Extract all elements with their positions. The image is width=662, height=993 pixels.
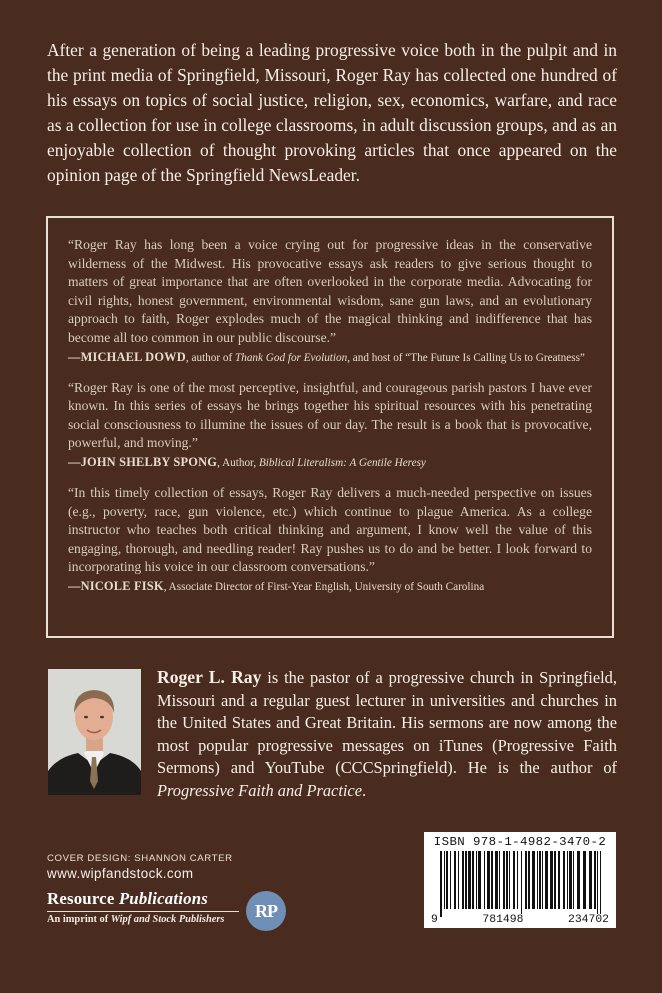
publisher-logo-icon: RP <box>246 891 286 931</box>
barcode-bar <box>506 851 508 909</box>
barcode-bar <box>528 851 530 909</box>
barcode-bar <box>583 851 586 909</box>
barcode-bar <box>558 851 560 909</box>
barcode-bar <box>495 851 498 909</box>
publisher-subtitle-part: An imprint of <box>47 914 111 925</box>
ean-digit-group: 9 <box>431 914 438 926</box>
attribution-role: , author of <box>185 351 236 364</box>
barcode-bar <box>517 851 518 909</box>
barcode-bar <box>589 851 592 909</box>
publisher-website: www.wipfandstock.com <box>47 866 194 881</box>
barcode-bar <box>503 851 505 909</box>
publisher-name-part: Resource <box>47 889 119 908</box>
barcode-bar <box>573 851 574 909</box>
barcode-bar <box>542 851 543 909</box>
cover-design-credit: COVER DESIGN: SHANNON CARTER <box>47 853 233 864</box>
bio-book-title: Progressive Faith and Practice <box>157 780 362 800</box>
barcode-bar <box>521 851 522 917</box>
bio-end: . <box>362 780 367 800</box>
endorsement-attribution <box>68 455 592 471</box>
endorsements-box <box>46 216 614 638</box>
barcode-bar <box>525 851 527 909</box>
author-bio <box>157 666 617 803</box>
barcode-bar <box>537 851 538 909</box>
barcode-bar <box>440 851 442 917</box>
ean-digits <box>430 914 610 926</box>
endorsement <box>68 379 592 471</box>
attribution-book: Thank God for Evolution <box>235 351 348 364</box>
barcode-bar <box>597 851 598 917</box>
barcode-bar <box>491 851 493 909</box>
barcode-bar <box>487 851 490 909</box>
barcode-bar <box>569 851 572 909</box>
author-photo <box>48 669 141 795</box>
barcode-bar <box>484 851 485 909</box>
endorser-name: —NICOLE FISK <box>68 578 164 593</box>
barcode-bar <box>532 851 535 909</box>
attribution-role: , Author, <box>217 456 259 469</box>
divider <box>47 911 239 912</box>
barcode-bar <box>476 851 477 909</box>
barcode-bar <box>458 851 459 909</box>
barcode-bar <box>567 851 568 909</box>
endorsement <box>68 236 592 366</box>
endorsement-text: “Roger Ray has long been a voice crying out for progressive ideas in the conservative wilderness of the Midwest. His provocative essays ask readers to give serious thought to matters of great importance that are often overlooked in the corporate media. Advocating for civil rights, honest government, environmental wisdom, sane gun laws, and an evolutionary approach to faith, Roger explodes much of the magical thinking and indifference that has become all too common in our public discourse.” <box>68 237 592 345</box>
endorsement-attribution <box>68 579 592 595</box>
publisher-name-part: Publications <box>118 889 208 908</box>
endorsement-text: “In this timely collection of essays, Roger Ray delivers a much-needed perspective on issues (e.g., poverty, race, gun violence, etc.) which continue to plague America. As a college instructor who teaches both critical thinking and argument, I know well the value of this engaging, thorough, and needling reader! Ray pushes us to do and be better. I look forward to incorporating his voice in our classroom conversations.” <box>68 484 592 575</box>
barcode-bar <box>465 851 467 909</box>
endorsement <box>68 484 592 595</box>
barcode-bar <box>554 851 556 909</box>
attribution-role: , Associate Director of First-Year English, University of South Carolina <box>163 580 485 593</box>
bio-text: is the pastor of a progressive church in Springfield, Missouri and a regular guest lecturer in universities and churches in the United States and Great Britain. His sermons are now among the most popular progressive messages on iTunes (Progressive Faith Sermons) and YouTube (CCCSpringfield). He is the author of <box>157 668 617 778</box>
barcode-bar <box>478 851 481 909</box>
barcode-bar <box>454 851 456 909</box>
isbn-label: ISBN 978-1-4982-3470-2 <box>433 835 607 849</box>
barcode-bar <box>594 851 596 909</box>
barcode-bar <box>600 851 601 917</box>
barcode-bar <box>468 851 471 909</box>
attribution-book: Biblical Literalism: A Gentile Heresy <box>258 456 426 469</box>
barcode-bar <box>563 851 565 909</box>
barcode-bar <box>545 851 548 909</box>
barcode-bar <box>444 851 445 909</box>
endorsement-attribution <box>68 350 592 366</box>
barcode-bar <box>509 851 510 909</box>
publisher-subtitle-part: Wipf and Stock Publishers <box>110 914 225 925</box>
barcode-bar <box>499 851 500 909</box>
barcode-bar <box>472 851 474 909</box>
isbn-barcode <box>424 832 616 928</box>
barcode-bar <box>539 851 541 909</box>
endorser-name: —JOHN SHELBY SPONG <box>68 454 218 469</box>
barcode-bar <box>462 851 464 909</box>
barcode-bar <box>450 851 451 909</box>
barcode-bar <box>577 851 580 909</box>
barcode-icon <box>430 851 610 917</box>
barcode-bar <box>446 851 448 909</box>
attribution-extra: , and host of “The Future Is Calling Us to Greatness” <box>347 351 585 364</box>
endorser-name: —MICHAEL DOWD <box>68 349 186 364</box>
intro-paragraph: After a generation of being a leading progressive voice both in the pulpit and in the print media of Springfield, Missouri, Roger Ray has collected one hundred of his essays on topics of social justice, religion, sex, economics, warfare, and race as a collection for use in college classrooms, in adult discussion groups, and as an enjoyable collection of thought provoking articles that once appeared on the opinion page of the Springfield NewsLeader. <box>47 40 617 185</box>
ean-digit-group: 234702 <box>567 914 609 926</box>
endorsement-text: “Roger Ray is one of the most perceptive, insightful, and courageous parish pastors I have ever known. In this series of essays he brings together his spiritual resources with his penetrating social consciousness to illumine the issues of our day. The result is a book that is provocative, powerful, and moving.” <box>68 379 592 451</box>
barcode-bar <box>550 851 553 909</box>
barcode-bar <box>513 851 515 909</box>
author-name: Roger L. Ray <box>157 667 262 687</box>
ean-digit-group: 781498 <box>482 914 524 926</box>
